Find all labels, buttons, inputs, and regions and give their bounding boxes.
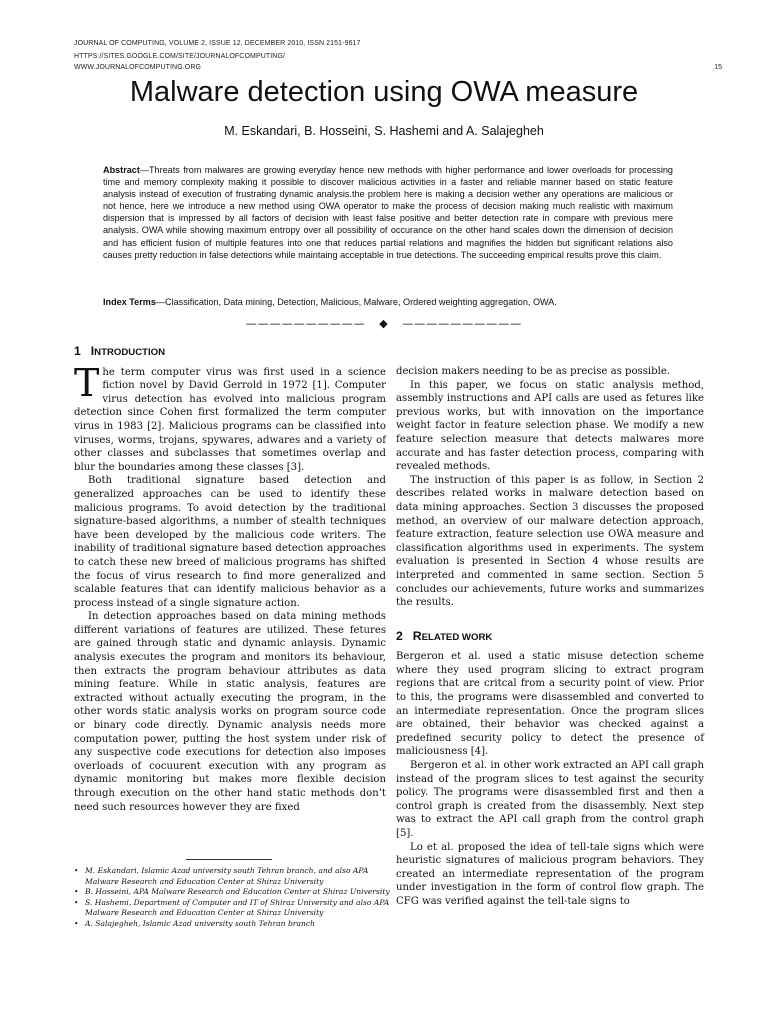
- section-number: 1: [74, 344, 81, 358]
- paragraph: Both traditional signature based detection and generalized approaches can be used to identify these malicious programs. To avoid detection by the traditional signature-based algorithms, a number of stealth techniques have been developed by the malicious code writers. The inability of traditional signature based detection approaches to catch these new breed of malicious programs has shifted the focus of virus research to find more generalized and scalable features that can identify malicious behavior as a process instead of a single signature action.: [74, 475, 386, 609]
- section-heading-related-work: [396, 630, 704, 645]
- section-divider: —————————— ◆ ——————————: [245, 317, 523, 330]
- author-list: M. Eskandari, B. Hosseini, S. Hashemi and A. Salajegheh: [224, 124, 544, 138]
- footnote-item: • M. Eskandari, Islamic Azad university south Tehran branch, and also APA Malware Research and Education Center at Shiraz University: [74, 866, 369, 886]
- footnote-rule: [186, 859, 272, 860]
- footnotes: [74, 866, 392, 929]
- section-title-rest: NTRODUCTION: [94, 347, 166, 358]
- section-title-initial: I: [90, 344, 95, 358]
- section-number: 2: [396, 628, 403, 643]
- paragraph: Bergeron et al. used a static misuse detection scheme where they used program slicing to extract program regions that are critcal from a security point of view. Prior to this, the programs were disassembled and converted to an intermediate representation. Once the program slices are obtained, their behavior was checked against a predefined security policy to detect the presence of maliciousness [4].: [396, 651, 704, 758]
- paragraph: decision makers needing to be as precise as possible.: [396, 366, 671, 377]
- journal-website-line: WWW.JOURNALOFCOMPUTING.ORG: [74, 64, 202, 71]
- paragraph: In this paper, we focus on static analysis method, assembly instructions and API calls are used as fetures like previous works, but with innovation on the importance weight factor in feature selection phase. We modify a new feature selection measure that detects malwares more accurate and has faster detection process, comparing with revealed methods.: [396, 379, 704, 473]
- left-column: [74, 345, 386, 814]
- index-terms-label: Index Terms: [103, 297, 156, 307]
- section-title-initial: R: [412, 628, 422, 643]
- footnote-item: • B. Hosseini, APA Malware Research and Education Center at Shiraz University: [74, 887, 390, 896]
- paragraph: The term computer virus was first used in a science fiction novel by David Gerrold in 1972 [1]. Computer virus detection has evolved into malicious program detection since Cohen first formalized the term computer virus in 1983 [2]. Malicious programs can be classified into viruses, worms, trojans, spywares, adwares and a variety of other classes and subclasses that sometimes overlap and blur the boundaries among these classes [3].: [74, 360, 386, 473]
- paragraph: In detection approaches based on data mining methods different variations of features are utilized. These fetures are gained through static and dynamic anlaysis. Dynamic analysis executes the program and monitors its behaviour, then extracts the program behaviour attributes as data mining feature. While in static analysis, features are extracted without actually executing the program, in the other words static analysis works on program source code or binary code directly. Dynamic analysis needs more computation power, putting the host system under risk of any suspective code executions for detection also imposes overloads of cocuurent execution with any program as dynamic monitoring but makes more flexible decision through execution on the other hand static methods don’t need such resources however they are fixed: [74, 611, 386, 813]
- abstract-label: Abstract: [103, 165, 140, 175]
- right-column: [396, 365, 704, 909]
- abstract-text: —Threats from malwares are growing everyday hence new methods with higher performance and lower overloads for processing time and memory complexity making it possible to discover malicious activities in a faster and reliable manner based on static feature analysis instead of execution of frustrating dynamic analysis.the problem here is making a decision wether any operations are malicious or not hence, here we introduce a new method using OWA operator to make the process of decision making much realistic with maximum dispersion that is impressed by all factors of decision with least false positive and better detection rate in compare with previous mere analysis. OWA while showing maximum entropy over all possibility of occurance on the other hand scales down the dimension of decision and has efficient fusion of multiple features into one that reduces partial relations and magnifies the hidden but significant relations also causes pretty reduction in false detections while maintaing acceptable in true detections. The succeeding empirical results prove this claim.: [103, 165, 673, 260]
- paragraph: Lo et al. proposed the idea of tell-tale signs which were heuristic signatures of malicious program behaviors. They created an intermediate representation of the program under investigation in the form of control flow graph. The CFG was verified against the tell-tale signs to: [396, 841, 704, 907]
- abstract: [103, 164, 673, 261]
- section-title-rest: ELATED WORK: [421, 631, 493, 643]
- page-number: 15: [714, 64, 722, 71]
- journal-url-line: HTTPS://SITES.GOOGLE.COM/SITE/JOURNALOFCOMPUTING/: [74, 53, 286, 60]
- index-terms-text: —Classification, Data mining, Detection, Malicious, Malware, Ordered weighting aggregation, OWA.: [155, 297, 557, 307]
- paragraph: The instruction of this paper is as follow, in Section 2 describes related works in malware detection based on data mining approaches. Section 3 discusses the proposed method, an overview of our malware detection approach, feature extraction, feature selection use OWA measure and classification algorithms used in experiments. The system evaluation is presented in Section 4 whose results are interpreted and commented in same section. Section 5 concludes our achievements, future works and summarizes the results.: [396, 474, 704, 609]
- paper-title: Malware detection using OWA measure: [129, 76, 639, 108]
- footnote-item: • S. Hashemi, Department of Computer and IT of Shiraz University and also APA Malware Research and Education Center at Shiraz University: [74, 897, 390, 917]
- journal-header-line: JOURNAL OF COMPUTING, VOLUME 2, ISSUE 12, DECEMBER 2010, ISSN 2151-9617: [74, 40, 361, 47]
- index-terms: [103, 297, 673, 307]
- paragraph: Bergeron et al. in other work extracted an API call graph instead of the program slices to test against the security policy. The programs were disassembled first and then a control graph is created from the disassembly. Next step was to extract the API call graph from the control graph [5].: [396, 760, 704, 839]
- section-heading-introduction: [74, 345, 386, 360]
- drop-cap: T: [74, 360, 100, 405]
- footnote-item: • A. Salajegheh, Islamic Azad university south Tehran branch: [74, 918, 316, 928]
